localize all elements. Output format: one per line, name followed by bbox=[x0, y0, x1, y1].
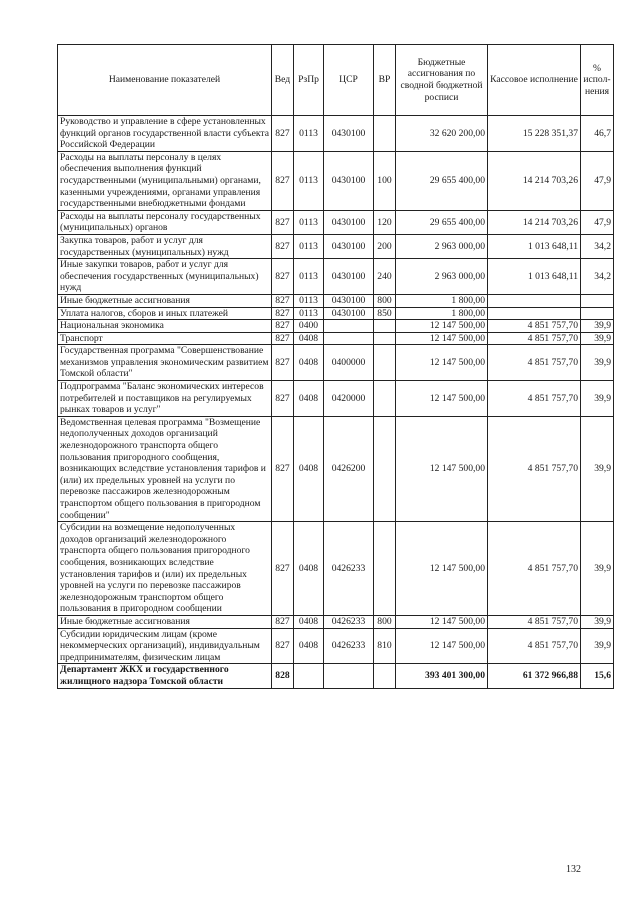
cell-cash: 4 851 757,70 bbox=[488, 345, 581, 381]
cell-rzpr: 0408 bbox=[294, 416, 324, 521]
cell-csr: 0426233 bbox=[324, 615, 374, 628]
cell-cash bbox=[488, 307, 581, 320]
cell-percent: 39,9 bbox=[581, 332, 614, 345]
table-row bbox=[58, 116, 614, 152]
cell-rzpr: 0408 bbox=[294, 332, 324, 345]
header-vr: ВР bbox=[374, 45, 396, 116]
cell-percent: 34,2 bbox=[581, 234, 614, 258]
cell-csr: 0430100 bbox=[324, 151, 374, 210]
cell-name: Ведомственная целевая программа "Возмещение недополученных доходов организаций железнодорожного транспорта общего пользования пригородного сообщения, возникающих вследствие установления тарифов и (или) их предельных уровней на услуги по перевозке пассажиров железнодорожным транспортом общего пользования в пригородном сообщении" bbox=[58, 416, 272, 521]
cell-ved: 827 bbox=[272, 210, 294, 234]
cell-rzpr: 0113 bbox=[294, 307, 324, 320]
cell-ved: 827 bbox=[272, 522, 294, 616]
header-rzpr: РзПр bbox=[294, 45, 324, 116]
cell-cash: 4 851 757,70 bbox=[488, 416, 581, 521]
cell-vr: 240 bbox=[374, 259, 396, 295]
cell-vr bbox=[374, 664, 396, 688]
cell-ved: 827 bbox=[272, 628, 294, 664]
cell-budget: 12 147 500,00 bbox=[396, 332, 488, 345]
table-row bbox=[58, 332, 614, 345]
table-row bbox=[58, 615, 614, 628]
cell-rzpr: 0113 bbox=[294, 259, 324, 295]
cell-percent: 39,9 bbox=[581, 416, 614, 521]
cell-ved: 828 bbox=[272, 664, 294, 688]
cell-csr: 0430100 bbox=[324, 307, 374, 320]
table-row bbox=[58, 151, 614, 210]
cell-vr: 850 bbox=[374, 307, 396, 320]
cell-percent: 39,9 bbox=[581, 628, 614, 664]
cell-csr bbox=[324, 664, 374, 688]
cell-budget: 12 147 500,00 bbox=[396, 522, 488, 616]
cell-cash: 1 013 648,11 bbox=[488, 259, 581, 295]
cell-rzpr: 0408 bbox=[294, 381, 324, 417]
cell-csr: 0430100 bbox=[324, 259, 374, 295]
header-ved: Вед bbox=[272, 45, 294, 116]
cell-name: Национальная экономика bbox=[58, 320, 272, 333]
cell-rzpr: 0408 bbox=[294, 345, 324, 381]
cell-name: Субсидии юридическим лицам (кроме некоммерческих организаций), индивидуальным предпринимателям, физическим лицам bbox=[58, 628, 272, 664]
table-header-row bbox=[58, 45, 614, 116]
cell-cash: 15 228 351,37 bbox=[488, 116, 581, 152]
cell-rzpr: 0408 bbox=[294, 615, 324, 628]
cell-budget: 12 147 500,00 bbox=[396, 345, 488, 381]
cell-percent: 47,9 bbox=[581, 210, 614, 234]
table-row bbox=[58, 381, 614, 417]
cell-cash: 4 851 757,70 bbox=[488, 522, 581, 616]
cell-csr: 0400000 bbox=[324, 345, 374, 381]
cell-csr: 0426200 bbox=[324, 416, 374, 521]
cell-name: Закупка товаров, работ и услуг для государственных (муниципальных) нужд bbox=[58, 234, 272, 258]
cell-rzpr: 0408 bbox=[294, 628, 324, 664]
cell-name: Государственная программа "Совершенствование механизмов управления экономическим развитием Томской области" bbox=[58, 345, 272, 381]
cell-csr: 0430100 bbox=[324, 116, 374, 152]
header-percent: % испол-нения bbox=[581, 45, 614, 116]
cell-vr bbox=[374, 332, 396, 345]
cell-budget: 32 620 200,00 bbox=[396, 116, 488, 152]
cell-percent: 39,9 bbox=[581, 615, 614, 628]
cell-rzpr: 0113 bbox=[294, 234, 324, 258]
cell-rzpr: 0408 bbox=[294, 522, 324, 616]
table-row bbox=[58, 628, 614, 664]
table-row bbox=[58, 416, 614, 521]
cell-percent bbox=[581, 294, 614, 307]
cell-ved: 827 bbox=[272, 294, 294, 307]
cell-vr: 800 bbox=[374, 294, 396, 307]
table-row bbox=[58, 664, 614, 688]
cell-percent: 47,9 bbox=[581, 151, 614, 210]
cell-budget: 1 800,00 bbox=[396, 307, 488, 320]
cell-ved: 827 bbox=[272, 332, 294, 345]
header-csr: ЦСР bbox=[324, 45, 374, 116]
cell-percent: 39,9 bbox=[581, 345, 614, 381]
cell-percent: 39,9 bbox=[581, 522, 614, 616]
cell-budget: 12 147 500,00 bbox=[396, 628, 488, 664]
cell-ved: 827 bbox=[272, 307, 294, 320]
cell-vr bbox=[374, 381, 396, 417]
cell-budget: 29 655 400,00 bbox=[396, 210, 488, 234]
cell-budget: 12 147 500,00 bbox=[396, 381, 488, 417]
cell-ved: 827 bbox=[272, 381, 294, 417]
cell-vr bbox=[374, 345, 396, 381]
table-row bbox=[58, 234, 614, 258]
cell-name: Подпрограмма "Баланс экономических интересов потребителей и поставщиков на регулируемых рынках товаров и услуг" bbox=[58, 381, 272, 417]
cell-name: Транспорт bbox=[58, 332, 272, 345]
cell-name: Руководство и управление в сфере установленных функций органов государственной власти субъекта Российской Федерации bbox=[58, 116, 272, 152]
header-name: Наименование показателей bbox=[58, 45, 272, 116]
cell-name: Департамент ЖКХ и государственного жилищного надзора Томской области bbox=[58, 664, 272, 688]
cell-name: Иные бюджетные ассигнования bbox=[58, 615, 272, 628]
cell-percent: 39,9 bbox=[581, 320, 614, 333]
table-row bbox=[58, 345, 614, 381]
cell-ved: 827 bbox=[272, 615, 294, 628]
cell-ved: 827 bbox=[272, 259, 294, 295]
cell-csr: 0430100 bbox=[324, 210, 374, 234]
budget-execution-table bbox=[57, 44, 614, 689]
cell-vr bbox=[374, 522, 396, 616]
cell-cash: 4 851 757,70 bbox=[488, 628, 581, 664]
cell-cash: 4 851 757,70 bbox=[488, 332, 581, 345]
cell-ved: 827 bbox=[272, 234, 294, 258]
cell-cash: 14 214 703,26 bbox=[488, 210, 581, 234]
header-budget: Бюджетные ассигнования по сводной бюджетной росписи bbox=[396, 45, 488, 116]
cell-rzpr: 0400 bbox=[294, 320, 324, 333]
table-row bbox=[58, 294, 614, 307]
cell-budget: 29 655 400,00 bbox=[396, 151, 488, 210]
table-row bbox=[58, 320, 614, 333]
cell-budget: 12 147 500,00 bbox=[396, 416, 488, 521]
cell-name: Иные бюджетные ассигнования bbox=[58, 294, 272, 307]
cell-percent: 46,7 bbox=[581, 116, 614, 152]
cell-rzpr bbox=[294, 664, 324, 688]
cell-vr: 200 bbox=[374, 234, 396, 258]
cell-name: Иные закупки товаров, работ и услуг для обеспечения государственных (муниципальных) нужд bbox=[58, 259, 272, 295]
cell-rzpr: 0113 bbox=[294, 116, 324, 152]
cell-name: Расходы на выплаты персоналу государственных (муниципальных) органов bbox=[58, 210, 272, 234]
cell-percent: 39,9 bbox=[581, 381, 614, 417]
cell-vr bbox=[374, 320, 396, 333]
table-body bbox=[58, 116, 614, 689]
cell-csr: 0426233 bbox=[324, 628, 374, 664]
cell-percent: 34,2 bbox=[581, 259, 614, 295]
cell-vr bbox=[374, 116, 396, 152]
cell-vr: 800 bbox=[374, 615, 396, 628]
cell-budget: 1 800,00 bbox=[396, 294, 488, 307]
cell-cash: 4 851 757,70 bbox=[488, 320, 581, 333]
cell-csr: 0426233 bbox=[324, 522, 374, 616]
cell-rzpr: 0113 bbox=[294, 294, 324, 307]
cell-budget: 12 147 500,00 bbox=[396, 320, 488, 333]
cell-ved: 827 bbox=[272, 116, 294, 152]
cell-cash: 61 372 966,88 bbox=[488, 664, 581, 688]
cell-cash: 14 214 703,26 bbox=[488, 151, 581, 210]
cell-csr: 0430100 bbox=[324, 234, 374, 258]
cell-csr: 0430100 bbox=[324, 294, 374, 307]
cell-vr: 810 bbox=[374, 628, 396, 664]
cell-csr bbox=[324, 320, 374, 333]
table-row bbox=[58, 522, 614, 616]
cell-budget: 2 963 000,00 bbox=[396, 259, 488, 295]
cell-budget: 2 963 000,00 bbox=[396, 234, 488, 258]
cell-percent bbox=[581, 307, 614, 320]
cell-ved: 827 bbox=[272, 345, 294, 381]
cell-vr: 100 bbox=[374, 151, 396, 210]
cell-budget: 12 147 500,00 bbox=[396, 615, 488, 628]
cell-ved: 827 bbox=[272, 416, 294, 521]
cell-rzpr: 0113 bbox=[294, 210, 324, 234]
cell-vr bbox=[374, 416, 396, 521]
cell-percent: 15,6 bbox=[581, 664, 614, 688]
page-number: 132 bbox=[566, 864, 581, 875]
cell-name: Расходы на выплаты персоналу в целях обеспечения выполнения функций государственными (муниципальными) органами, казенными учреждениями, органами управления государственными внебюджетными фондами bbox=[58, 151, 272, 210]
cell-name: Уплата налогов, сборов и иных платежей bbox=[58, 307, 272, 320]
cell-cash: 4 851 757,70 bbox=[488, 615, 581, 628]
cell-cash: 1 013 648,11 bbox=[488, 234, 581, 258]
header-cash: Кассовое исполнение bbox=[488, 45, 581, 116]
cell-rzpr: 0113 bbox=[294, 151, 324, 210]
cell-vr: 120 bbox=[374, 210, 396, 234]
cell-name: Субсидии на возмещение недополученных доходов организаций железнодорожного транспорта общего пользования пригородного сообщения, возникающих вследствие установления тарифов и (или) их предельных уровней на услуги по перевозке пассажиров железнодорожным транспортом общего пользования в пригородном сообщении bbox=[58, 522, 272, 616]
table-row bbox=[58, 307, 614, 320]
cell-cash: 4 851 757,70 bbox=[488, 381, 581, 417]
table-row bbox=[58, 259, 614, 295]
cell-cash bbox=[488, 294, 581, 307]
cell-csr: 0420000 bbox=[324, 381, 374, 417]
cell-ved: 827 bbox=[272, 151, 294, 210]
cell-csr bbox=[324, 332, 374, 345]
cell-budget: 393 401 300,00 bbox=[396, 664, 488, 688]
cell-ved: 827 bbox=[272, 320, 294, 333]
table-row bbox=[58, 210, 614, 234]
